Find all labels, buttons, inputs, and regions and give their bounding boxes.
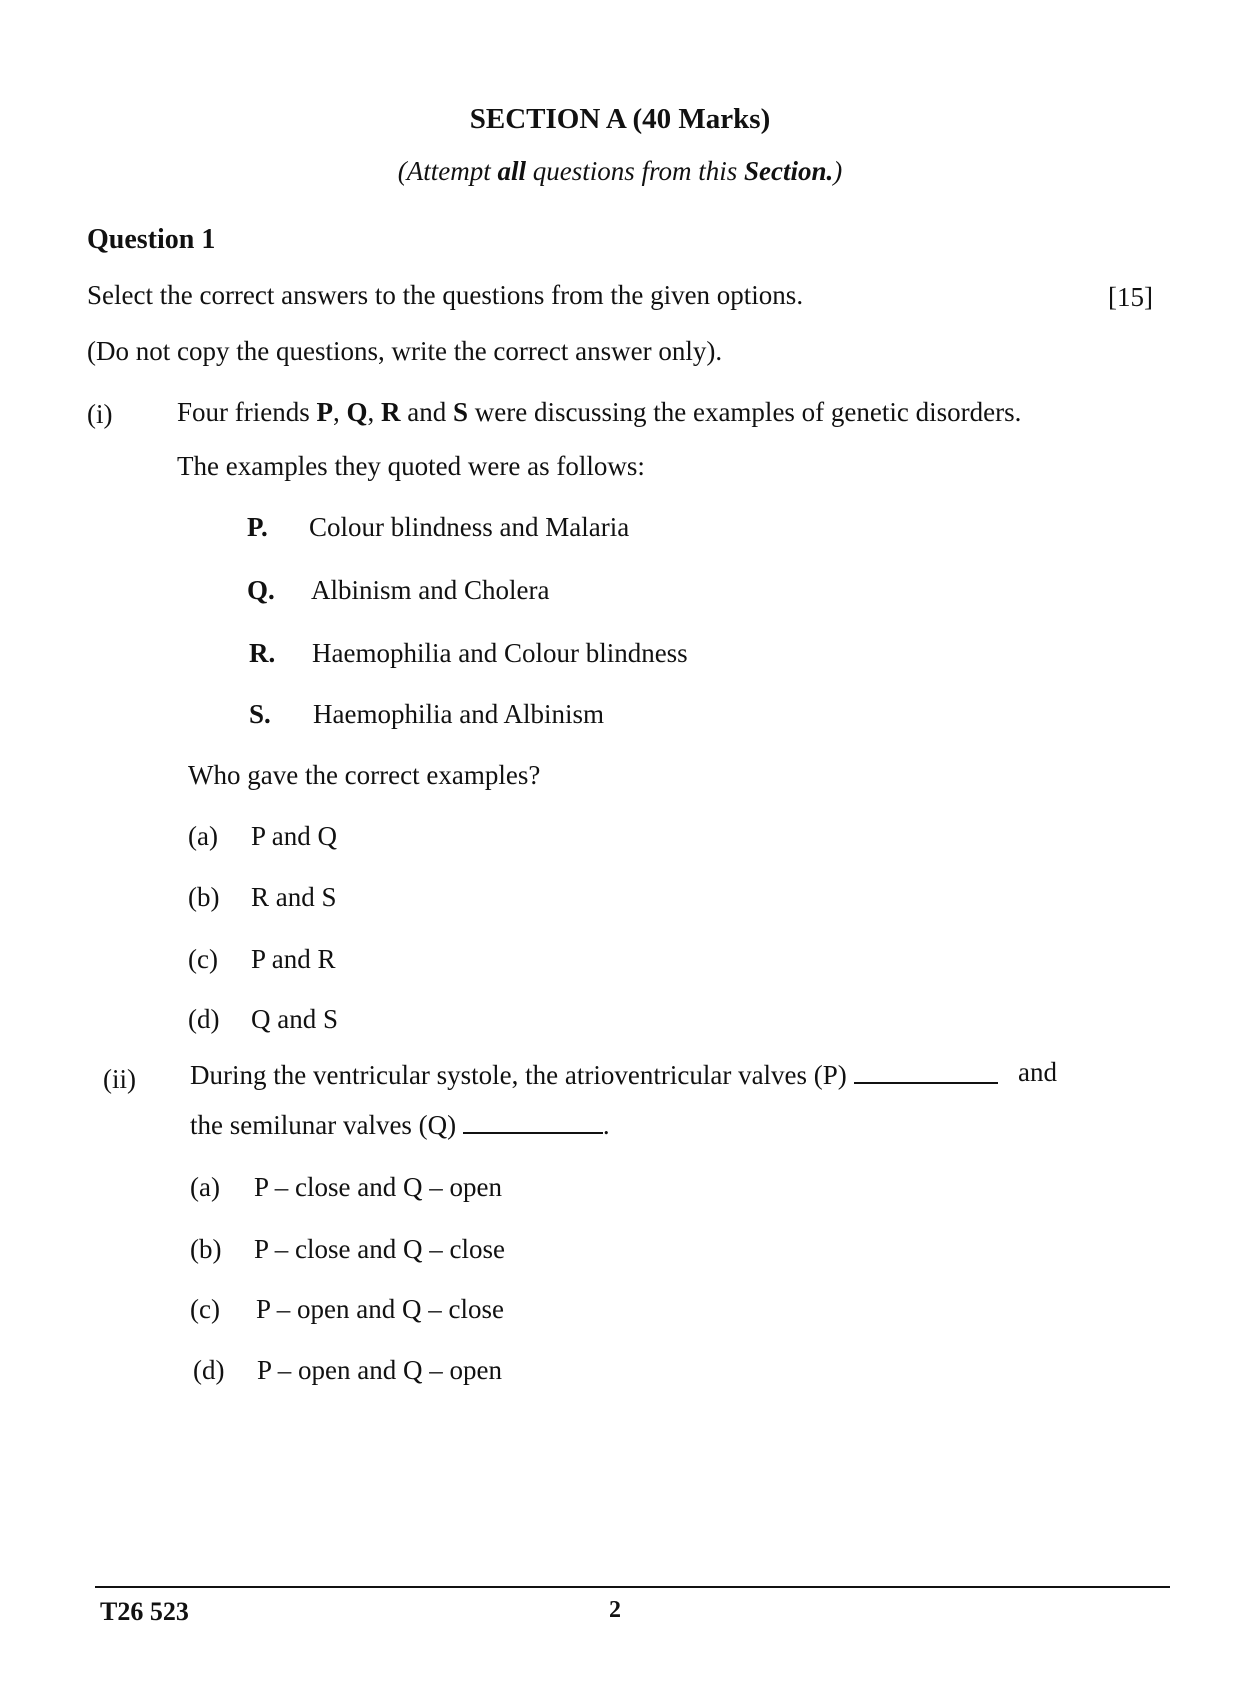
subquestion-stem: During the ventricular systole, the atrioventricular valves (P) [190, 1060, 998, 1091]
marks-label: [15] [1108, 282, 1153, 312]
option-text: P – close and Q – close [254, 1234, 505, 1264]
example-label: R. [249, 638, 276, 668]
subquestion-stem: Four friends P, Q, R and S were discussing the examples of genetic disorders. [177, 397, 1022, 427]
answer-blank [854, 1060, 998, 1084]
question-note: (Do not copy the questions, write the correct answer only). [87, 336, 723, 366]
example-text: Albinism and Cholera [311, 575, 550, 605]
option-text: P – close and Q – open [254, 1172, 502, 1202]
option-text: R and S [251, 882, 337, 912]
option-label: (a) [190, 1172, 220, 1202]
paper-code: T26 523 [100, 1597, 189, 1626]
option-label: (d) [188, 1004, 220, 1034]
subquestion-number: (ii) [103, 1064, 136, 1094]
example-text: Haemophilia and Albinism [313, 699, 604, 729]
option-label: (b) [188, 882, 220, 912]
option-text: P and R [251, 944, 336, 974]
section-title: SECTION A (40 Marks) [469, 103, 771, 135]
option-label: (c) [188, 944, 218, 974]
footer-rule [95, 1586, 1170, 1588]
example-label: P. [247, 512, 268, 542]
example-text: Haemophilia and Colour blindness [312, 638, 688, 668]
option-label: (c) [190, 1294, 220, 1324]
option-text: Q and S [251, 1004, 338, 1034]
option-text: P and Q [251, 821, 337, 851]
option-text: P – open and Q – open [257, 1355, 502, 1385]
subquestion-ask: Who gave the correct examples? [188, 760, 541, 790]
example-label: S. [249, 699, 271, 729]
answer-blank [463, 1110, 603, 1134]
subquestion-stem-continued: the semilunar valves (Q) . [190, 1110, 610, 1140]
subquestion-number: (i) [87, 399, 113, 429]
question-instruction: Select the correct answers to the questions from the given options. [87, 280, 804, 310]
option-label: (a) [188, 821, 218, 851]
option-label: (b) [190, 1234, 222, 1264]
page-number: 2 [609, 1597, 621, 1623]
option-label: (d) [193, 1355, 225, 1385]
subquestion-stem-continued: The examples they quoted were as follows: [177, 451, 645, 481]
example-label: Q. [247, 575, 275, 605]
question-heading: Question 1 [87, 224, 216, 255]
subquestion-stem-and: and [1018, 1057, 1057, 1087]
section-instruction: (Attempt all questions from this Section.) [397, 156, 843, 186]
option-text: P – open and Q – close [256, 1294, 504, 1324]
example-text: Colour blindness and Malaria [309, 512, 630, 542]
